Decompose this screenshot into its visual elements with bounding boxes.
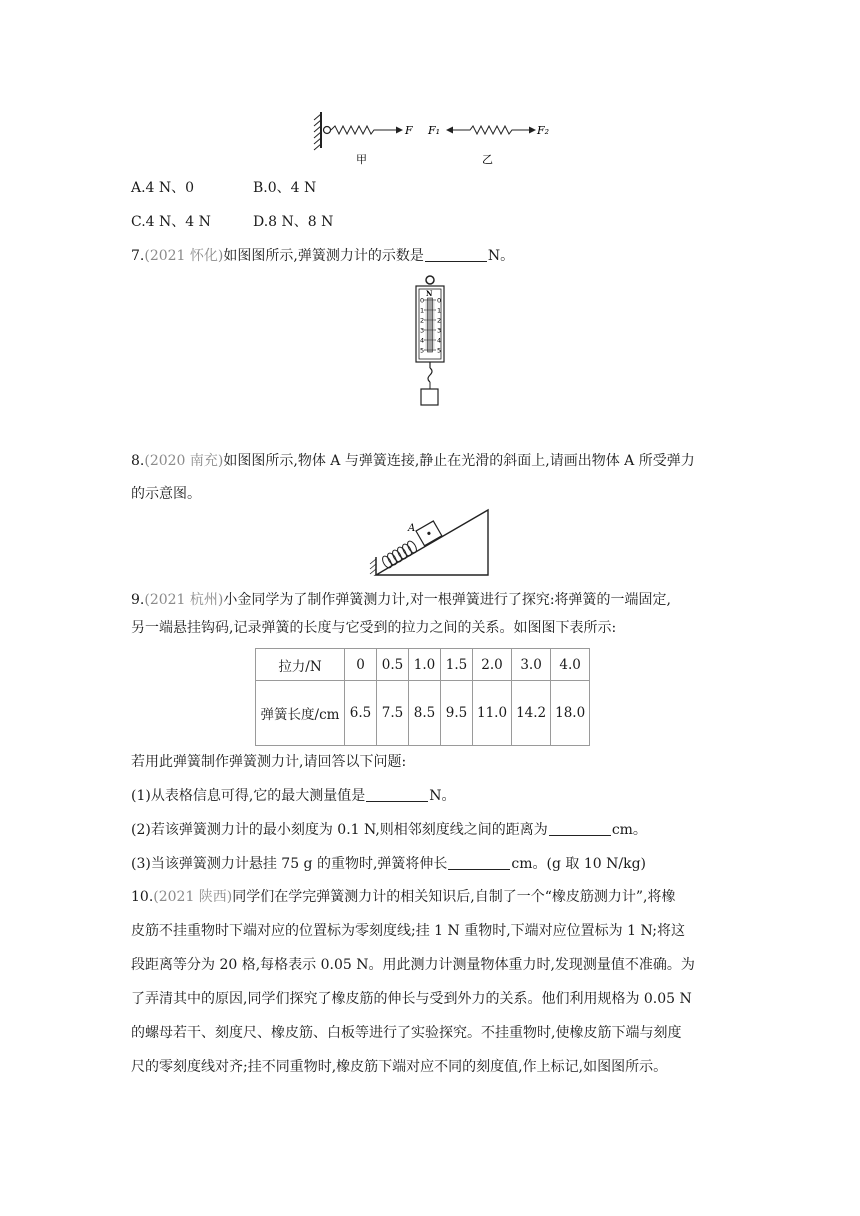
scale-number-right: 4	[437, 336, 442, 345]
answer-blank[interactable]	[366, 787, 428, 802]
table-cell: 1.5	[441, 649, 473, 681]
sub-question-3	[131, 854, 646, 874]
question-text: 如图图所示,物体 A 与弹簧连接,静止在光滑的斜面上,请画出物体 A 所受弹力	[223, 453, 695, 469]
table-cell: 18.0	[551, 681, 590, 746]
scale-number-right: 0	[437, 296, 442, 305]
scale-number-left: 4	[420, 336, 425, 345]
table-cell: 9.5	[441, 681, 473, 746]
question-source: (2020 南充)	[144, 453, 224, 469]
question-text: 另一端悬挂钩码,记录弹簧的长度与它受到的拉力之间的关系。如图图下表所示:	[131, 620, 617, 636]
option-c: C.4 N、4 N	[131, 214, 211, 230]
options-row-1	[131, 178, 317, 198]
scale-number-right: 3	[437, 326, 442, 335]
scale-number-left: 5	[420, 346, 425, 355]
question-text: (3)当该弹簧测力计悬挂 75 g 的重物时,弹簧将伸长	[131, 856, 448, 872]
question-text: 了弄清其中的原因,同学们探究了橡皮筋的伸长与受到外力的关系。他们利用规格为 0.05 N	[131, 991, 692, 1007]
incline-figure	[366, 507, 492, 579]
question-text: 的螺母若干、刻度尺、橡皮筋、白板等进行了实验探究。不挂重物时,使橡皮筋下端与刻度	[131, 1025, 682, 1041]
question-9-cont	[131, 618, 616, 638]
question-8-cont	[131, 484, 201, 504]
question-text: 若用此弹簧制作弹簧测力计,请回答以下问题:	[131, 754, 407, 770]
question-10-line	[131, 989, 692, 1009]
answer-blank[interactable]	[425, 247, 487, 262]
scale-number-left: 3	[420, 326, 425, 335]
force-label-f: F	[405, 124, 413, 137]
question-7	[131, 246, 514, 266]
table-cell: 4.0	[551, 649, 590, 681]
question-source: (2021 怀化)	[144, 248, 224, 264]
table-cell: 0.5	[377, 649, 409, 681]
answer-unit: N。	[487, 248, 515, 264]
question-text: 小金同学为了制作弹簧测力计,对一根弹簧进行了探究:将弹簧的一端固定,	[223, 592, 671, 608]
scale-number-right: 5	[437, 346, 442, 355]
question-text: 同学们在学完弹簧测力计的相关知识后,自制了一个“橡皮筋测力计”,将橡	[232, 889, 676, 905]
options-row-2	[131, 212, 334, 232]
answer-blank[interactable]	[549, 821, 611, 836]
scale-number-left: 0	[420, 296, 425, 305]
table-row-length	[256, 681, 590, 746]
table-cell: 1.0	[409, 649, 441, 681]
question-10-line	[131, 955, 695, 975]
question-number: 8.	[131, 453, 145, 469]
table-cell: 11.0	[473, 681, 512, 746]
question-10	[131, 887, 676, 907]
caption-jia: 甲	[356, 153, 367, 166]
table-cell: 7.5	[377, 681, 409, 746]
table-header-length: 弹簧长度/cm	[256, 681, 345, 746]
question-text: 段距离等分为 20 格,每格表示 0.05 N。用此测力计测量物体重力时,发现测量值不准确。为	[131, 957, 695, 973]
table-cell: 0	[345, 649, 377, 681]
option-b: B.0、4 N	[253, 180, 317, 196]
question-number: 7.	[131, 248, 145, 264]
question-number: 10.	[131, 889, 154, 905]
option-a: A.4 N、0	[131, 180, 195, 196]
sub-question-2	[131, 820, 647, 840]
table-cell: 6.5	[345, 681, 377, 746]
scale-number-left: 1	[420, 306, 425, 315]
table-header-force: 拉力/N	[256, 649, 345, 681]
question-text: (1)从表格信息可得,它的最大测量值是	[131, 788, 366, 804]
spring-figure-q6	[310, 110, 560, 170]
spring-scale-figure	[410, 274, 450, 408]
question-10-line	[131, 921, 685, 941]
question-source: (2021 陕西)	[153, 889, 233, 905]
table-row-force	[256, 649, 590, 681]
table-cell: 8.5	[409, 681, 441, 746]
scale-number-right: 1	[437, 306, 442, 315]
table-cell: 3.0	[512, 649, 551, 681]
question-8	[131, 451, 695, 471]
scale-unit-label: N	[426, 289, 433, 298]
question-source: (2021 杭州)	[144, 592, 224, 608]
question-text: 如图图所示,弹簧测力计的示数是	[223, 248, 424, 264]
question-9-intro	[131, 752, 406, 772]
question-text: 的示意图。	[131, 486, 201, 502]
option-d: D.8 N、8 N	[253, 214, 334, 230]
object-label-a: A	[408, 523, 416, 534]
answer-unit: cm。	[611, 822, 647, 838]
caption-yi: 乙	[482, 153, 493, 166]
question-number: 9.	[131, 592, 145, 608]
question-text: (2)若该弹簧测力计的最小刻度为 0.1 N,则相邻刻度线之间的距离为	[131, 822, 548, 838]
question-text: 皮筋不挂重物时下端对应的位置标为零刻度线;挂 1 N 重物时,下端对应位置标为 1 N;将这	[131, 923, 685, 939]
table-cell: 2.0	[473, 649, 512, 681]
scale-number-right: 2	[437, 316, 442, 325]
question-10-line	[131, 1057, 667, 1077]
scale-number-left: 2	[420, 316, 425, 325]
sub-question-1	[131, 786, 456, 806]
force-label-f1: F₁	[428, 124, 441, 137]
answer-unit: cm。(g 取 10 N/kg)	[511, 856, 647, 872]
force-label-f2: F₂	[537, 124, 550, 137]
table-cell: 14.2	[512, 681, 551, 746]
question-9	[131, 590, 671, 610]
data-table	[255, 648, 590, 746]
question-10-line	[131, 1023, 681, 1043]
question-text: 尺的零刻度线对齐;挂不同重物时,橡皮筋下端对应不同的刻度值,作上标记,如图图所示。	[131, 1059, 668, 1075]
answer-unit: N。	[429, 788, 456, 804]
answer-blank[interactable]	[448, 855, 510, 870]
